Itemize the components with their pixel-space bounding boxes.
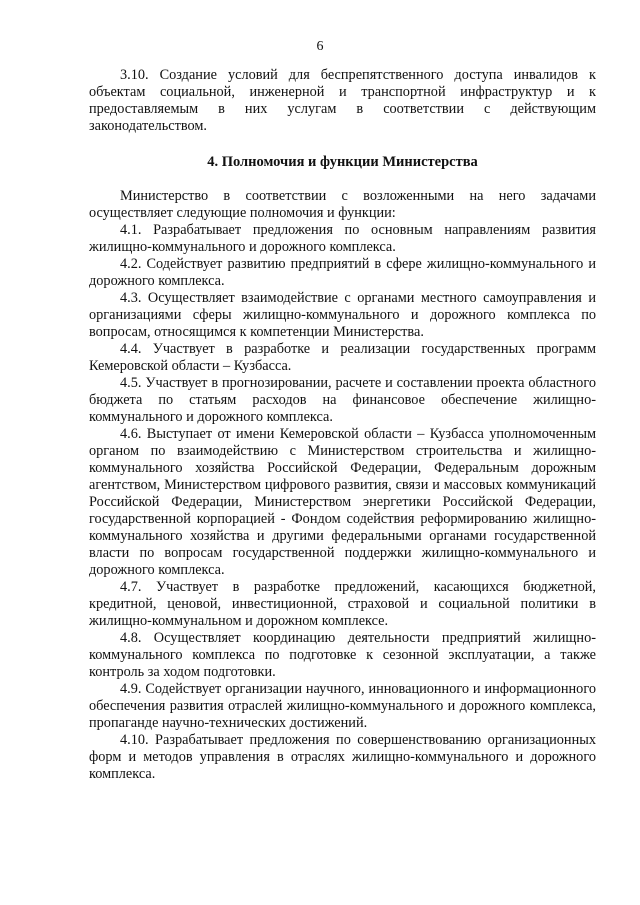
paragraph-4-6: 4.6. Выступает от имени Кемеровской области – Кузбасса уполномоченным органом по взаимодействию с Министерством строительства и жилищно-коммунального хозяйства Российской Федерации, Федеральным дорожным агентством, Министерством цифрового развития, связи и массовых коммуникаций Российской Федерации, Министерством энергетики Российской Федерации, государственной корпорацией - Фондом содействия реформированию жилищно-коммунального хозяйства и другими федеральными органами государственной власти по вопросам государственной поддержки жилищно-коммунального и дорожного комплекса. [89,426,596,578]
document-body [89,67,596,783]
paragraph-4-9: 4.9. Содействует организации научного, инновационного и информационного обеспечения развития отраслей жилищно-коммунального и дорожного комплекса, пропаганде научно-технических достижений. [89,681,596,731]
paragraph-4-7: 4.7. Участвует в разработке предложений, касающихся бюджетной, кредитной, ценовой, инвестиционной, страховой и социальной политики в жилищно-коммунальном и дорожном комплексе. [89,579,596,629]
paragraph-4-2: 4.2. Содействует развитию предприятий в сфере жилищно-коммунального и дорожного комплекса. [89,256,596,289]
paragraph-4-4: 4.4. Участвует в разработке и реализации государственных программ Кемеровской области – Кузбасса. [89,341,596,374]
paragraph-4-3: 4.3. Осуществляет взаимодействие с органами местного самоуправления и организациями сферы жилищно-коммунального и дорожного комплекса по вопросам, относящимся к компетенции Министерства. [89,290,596,340]
section-heading: 4. Полномочия и функции Министерства [207,154,478,170]
paragraph-4-8: 4.8. Осуществляет координацию деятельности предприятий жилищно-коммунального комплекса по подготовке к сезонной эксплуатации, а также контроль за ходом подготовки. [89,630,596,680]
paragraph-4-1: 4.1. Разрабатывает предложения по основным направлениям развития жилищно-коммунального и дорожного комплекса. [89,222,596,255]
paragraph-4-10: 4.10. Разрабатывает предложения по совершенствованию организационных форм и методов управления в отраслях жилищно-коммунального и дорожного комплекса. [89,732,596,782]
paragraph-4-5: 4.5. Участвует в прогнозировании, расчете и составлении проекта областного бюджета по статьям расходов на финансовое обеспечение жилищно-коммунального и дорожного комплекса. [89,375,596,425]
page-number: 6 [316,39,324,54]
paragraph-3-10: 3.10. Создание условий для беспрепятственного доступа инвалидов к объектам социальной, инженерной и транспортной инфраструктур и к предоставляемым в них услугам в соответствии с действующим законодательством. [89,67,596,134]
paragraph-intro: Министерство в соответствии с возложенными на него задачами осуществляет следующие полномочия и функции: [89,188,596,221]
